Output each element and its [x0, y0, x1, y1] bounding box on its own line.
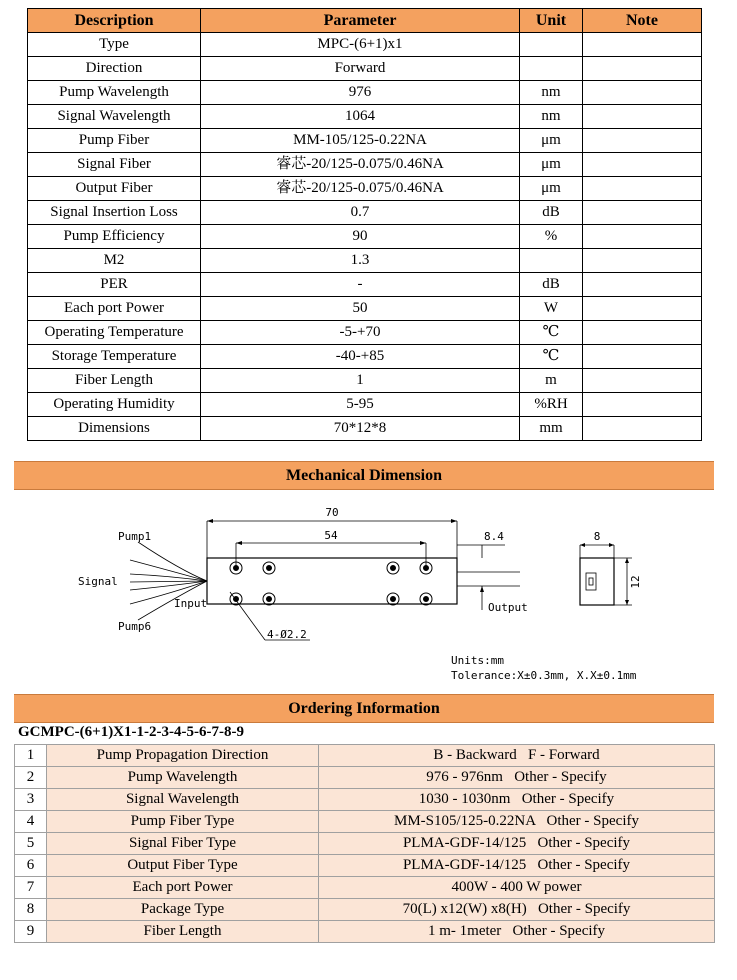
ordering-field: Signal Fiber Type [47, 833, 319, 855]
spec-description: Pump Efficiency [28, 225, 201, 249]
spec-description: Operating Humidity [28, 393, 201, 417]
ordering-options: 1030 - 1030nm Other - Specify [319, 789, 715, 811]
holes-label: 4-Ø2.2 [267, 628, 307, 641]
spec-row [28, 369, 702, 393]
spec-row [28, 345, 702, 369]
spec-note [583, 297, 702, 321]
output-label: Output [488, 601, 528, 614]
ordering-field: Pump Propagation Direction [47, 745, 319, 767]
pump6-label: Pump6 [118, 620, 152, 633]
spec-parameter: 50 [201, 297, 520, 321]
spec-note [583, 33, 702, 57]
dim-8-4-label: 8.4 [484, 530, 504, 543]
ordering-index: 5 [15, 833, 47, 855]
spec-description: Signal Wavelength [28, 105, 201, 129]
spec-row [28, 273, 702, 297]
spec-description: M2 [28, 249, 201, 273]
spec-note [583, 129, 702, 153]
spec-header-row [28, 9, 702, 33]
spec-row [28, 321, 702, 345]
spec-description: Signal Insertion Loss [28, 201, 201, 225]
ordering-options: MM-S105/125-0.22NA Other - Specify [319, 811, 715, 833]
spec-unit: mm [520, 417, 583, 441]
spec-parameter: -40-+85 [201, 345, 520, 369]
ordering-code: GCMPC-(6+1)X1-1-2-3-4-5-6-7-8-9 [18, 724, 244, 740]
spec-description: Dimensions [28, 417, 201, 441]
spec-note [583, 369, 702, 393]
spec-unit: dB [520, 273, 583, 297]
spec-unit: dB [520, 201, 583, 225]
ordering-row [15, 745, 715, 767]
header-unit: Unit [520, 9, 583, 33]
spec-table [27, 8, 702, 441]
dim-8-label: 8 [593, 530, 601, 543]
spec-parameter: 0.7 [201, 201, 520, 225]
spec-note [583, 249, 702, 273]
spec-unit: μm [520, 153, 583, 177]
spec-row [28, 153, 702, 177]
spec-note [583, 57, 702, 81]
ordering-row [15, 811, 715, 833]
spec-parameter: 1064 [201, 105, 520, 129]
tolerance-label: Tolerance:X±0.3mm, X.X±0.1mm [451, 669, 637, 682]
spec-description: Direction [28, 57, 201, 81]
spec-parameter: 睿芯-20/125-0.075/0.46NA [201, 153, 520, 177]
spec-parameter: 976 [201, 81, 520, 105]
spec-unit [520, 33, 583, 57]
spec-row [28, 417, 702, 441]
spec-row [28, 201, 702, 225]
ordering-field: Output Fiber Type [47, 855, 319, 877]
mechanical-title-bar: Mechanical Dimension [14, 461, 714, 490]
pump1-label: Pump1 [118, 530, 152, 543]
ordering-row [15, 899, 715, 921]
spec-description: PER [28, 273, 201, 297]
spec-parameter: -5-+70 [201, 321, 520, 345]
ordering-index: 8 [15, 899, 47, 921]
spec-body [28, 33, 702, 441]
ordering-field: Fiber Length [47, 921, 319, 943]
header-parameter: Parameter [201, 9, 520, 33]
spec-description: Type [28, 33, 201, 57]
spec-row [28, 105, 702, 129]
spec-description: Storage Temperature [28, 345, 201, 369]
ordering-field: Pump Wavelength [47, 767, 319, 789]
ordering-options: PLMA-GDF-14/125 Other - Specify [319, 833, 715, 855]
units-label: Units:mm [451, 654, 504, 667]
spec-unit: W [520, 297, 583, 321]
spec-row [28, 81, 702, 105]
spec-row [28, 249, 702, 273]
ordering-index: 2 [15, 767, 47, 789]
spec-note [583, 393, 702, 417]
spec-description: Signal Fiber [28, 153, 201, 177]
spec-unit: % [520, 225, 583, 249]
ordering-row [15, 767, 715, 789]
spec-unit: nm [520, 81, 583, 105]
spec-unit [520, 57, 583, 81]
ordering-row [15, 855, 715, 877]
spec-parameter: - [201, 273, 520, 297]
ordering-row [15, 789, 715, 811]
spec-row [28, 297, 702, 321]
spec-note [583, 201, 702, 225]
spec-note [583, 225, 702, 249]
ordering-index: 3 [15, 789, 47, 811]
spec-row [28, 33, 702, 57]
spec-note [583, 153, 702, 177]
spec-parameter: Forward [201, 57, 520, 81]
spec-unit: nm [520, 105, 583, 129]
header-note: Note [583, 9, 702, 33]
ordering-field: Each port Power [47, 877, 319, 899]
spec-note [583, 105, 702, 129]
ordering-index: 4 [15, 811, 47, 833]
spec-note [583, 81, 702, 105]
spec-description: Fiber Length [28, 369, 201, 393]
spec-description: Operating Temperature [28, 321, 201, 345]
ordering-field: Package Type [47, 899, 319, 921]
spec-unit: μm [520, 129, 583, 153]
spec-row [28, 57, 702, 81]
spec-row [28, 225, 702, 249]
spec-row [28, 177, 702, 201]
ordering-title-bar: Ordering Information [14, 694, 714, 723]
signal-label: Signal [78, 575, 118, 588]
spec-unit: %RH [520, 393, 583, 417]
ordering-index: 7 [15, 877, 47, 899]
spec-parameter: 1.3 [201, 249, 520, 273]
ordering-options: B - Backward F - Forward [319, 745, 715, 767]
spec-unit [520, 249, 583, 273]
dim-70-label: 70 [325, 506, 339, 519]
ordering-table [14, 744, 715, 943]
spec-unit: ℃ [520, 345, 583, 369]
spec-parameter: MPC-(6+1)x1 [201, 33, 520, 57]
spec-description: Output Fiber [28, 177, 201, 201]
spec-row [28, 129, 702, 153]
ordering-options: 70(L) x12(W) x8(H) Other - Specify [319, 899, 715, 921]
mechanical-drawing [70, 500, 670, 685]
spec-unit: μm [520, 177, 583, 201]
spec-note [583, 417, 702, 441]
ordering-options: 1 m- 1meter Other - Specify [319, 921, 715, 943]
spec-row [28, 393, 702, 417]
spec-note [583, 273, 702, 297]
spec-description: Pump Wavelength [28, 81, 201, 105]
spec-note [583, 345, 702, 369]
spec-description: Each port Power [28, 297, 201, 321]
spec-unit: ℃ [520, 321, 583, 345]
spec-parameter: 5-95 [201, 393, 520, 417]
header-description: Description [28, 9, 201, 33]
ordering-row [15, 877, 715, 899]
spec-parameter: MM-105/125-0.22NA [201, 129, 520, 153]
ordering-field: Pump Fiber Type [47, 811, 319, 833]
ordering-row [15, 833, 715, 855]
spec-parameter: 1 [201, 369, 520, 393]
input-label: Input [174, 597, 208, 610]
spec-description: Pump Fiber [28, 129, 201, 153]
ordering-body [15, 745, 715, 943]
ordering-index: 1 [15, 745, 47, 767]
ordering-field: Signal Wavelength [47, 789, 319, 811]
spec-unit: m [520, 369, 583, 393]
dim-54-label: 54 [324, 529, 338, 542]
ordering-index: 6 [15, 855, 47, 877]
spec-note [583, 177, 702, 201]
spec-parameter: 90 [201, 225, 520, 249]
dim-12-label: 12 [629, 575, 642, 589]
ordering-row [15, 921, 715, 943]
ordering-options: 976 - 976nm Other - Specify [319, 767, 715, 789]
ordering-options: 400W - 400 W power [319, 877, 715, 899]
ordering-options: PLMA-GDF-14/125 Other - Specify [319, 855, 715, 877]
spec-note [583, 321, 702, 345]
spec-parameter: 睿芯-20/125-0.075/0.46NA [201, 177, 520, 201]
spec-parameter: 70*12*8 [201, 417, 520, 441]
ordering-index: 9 [15, 921, 47, 943]
